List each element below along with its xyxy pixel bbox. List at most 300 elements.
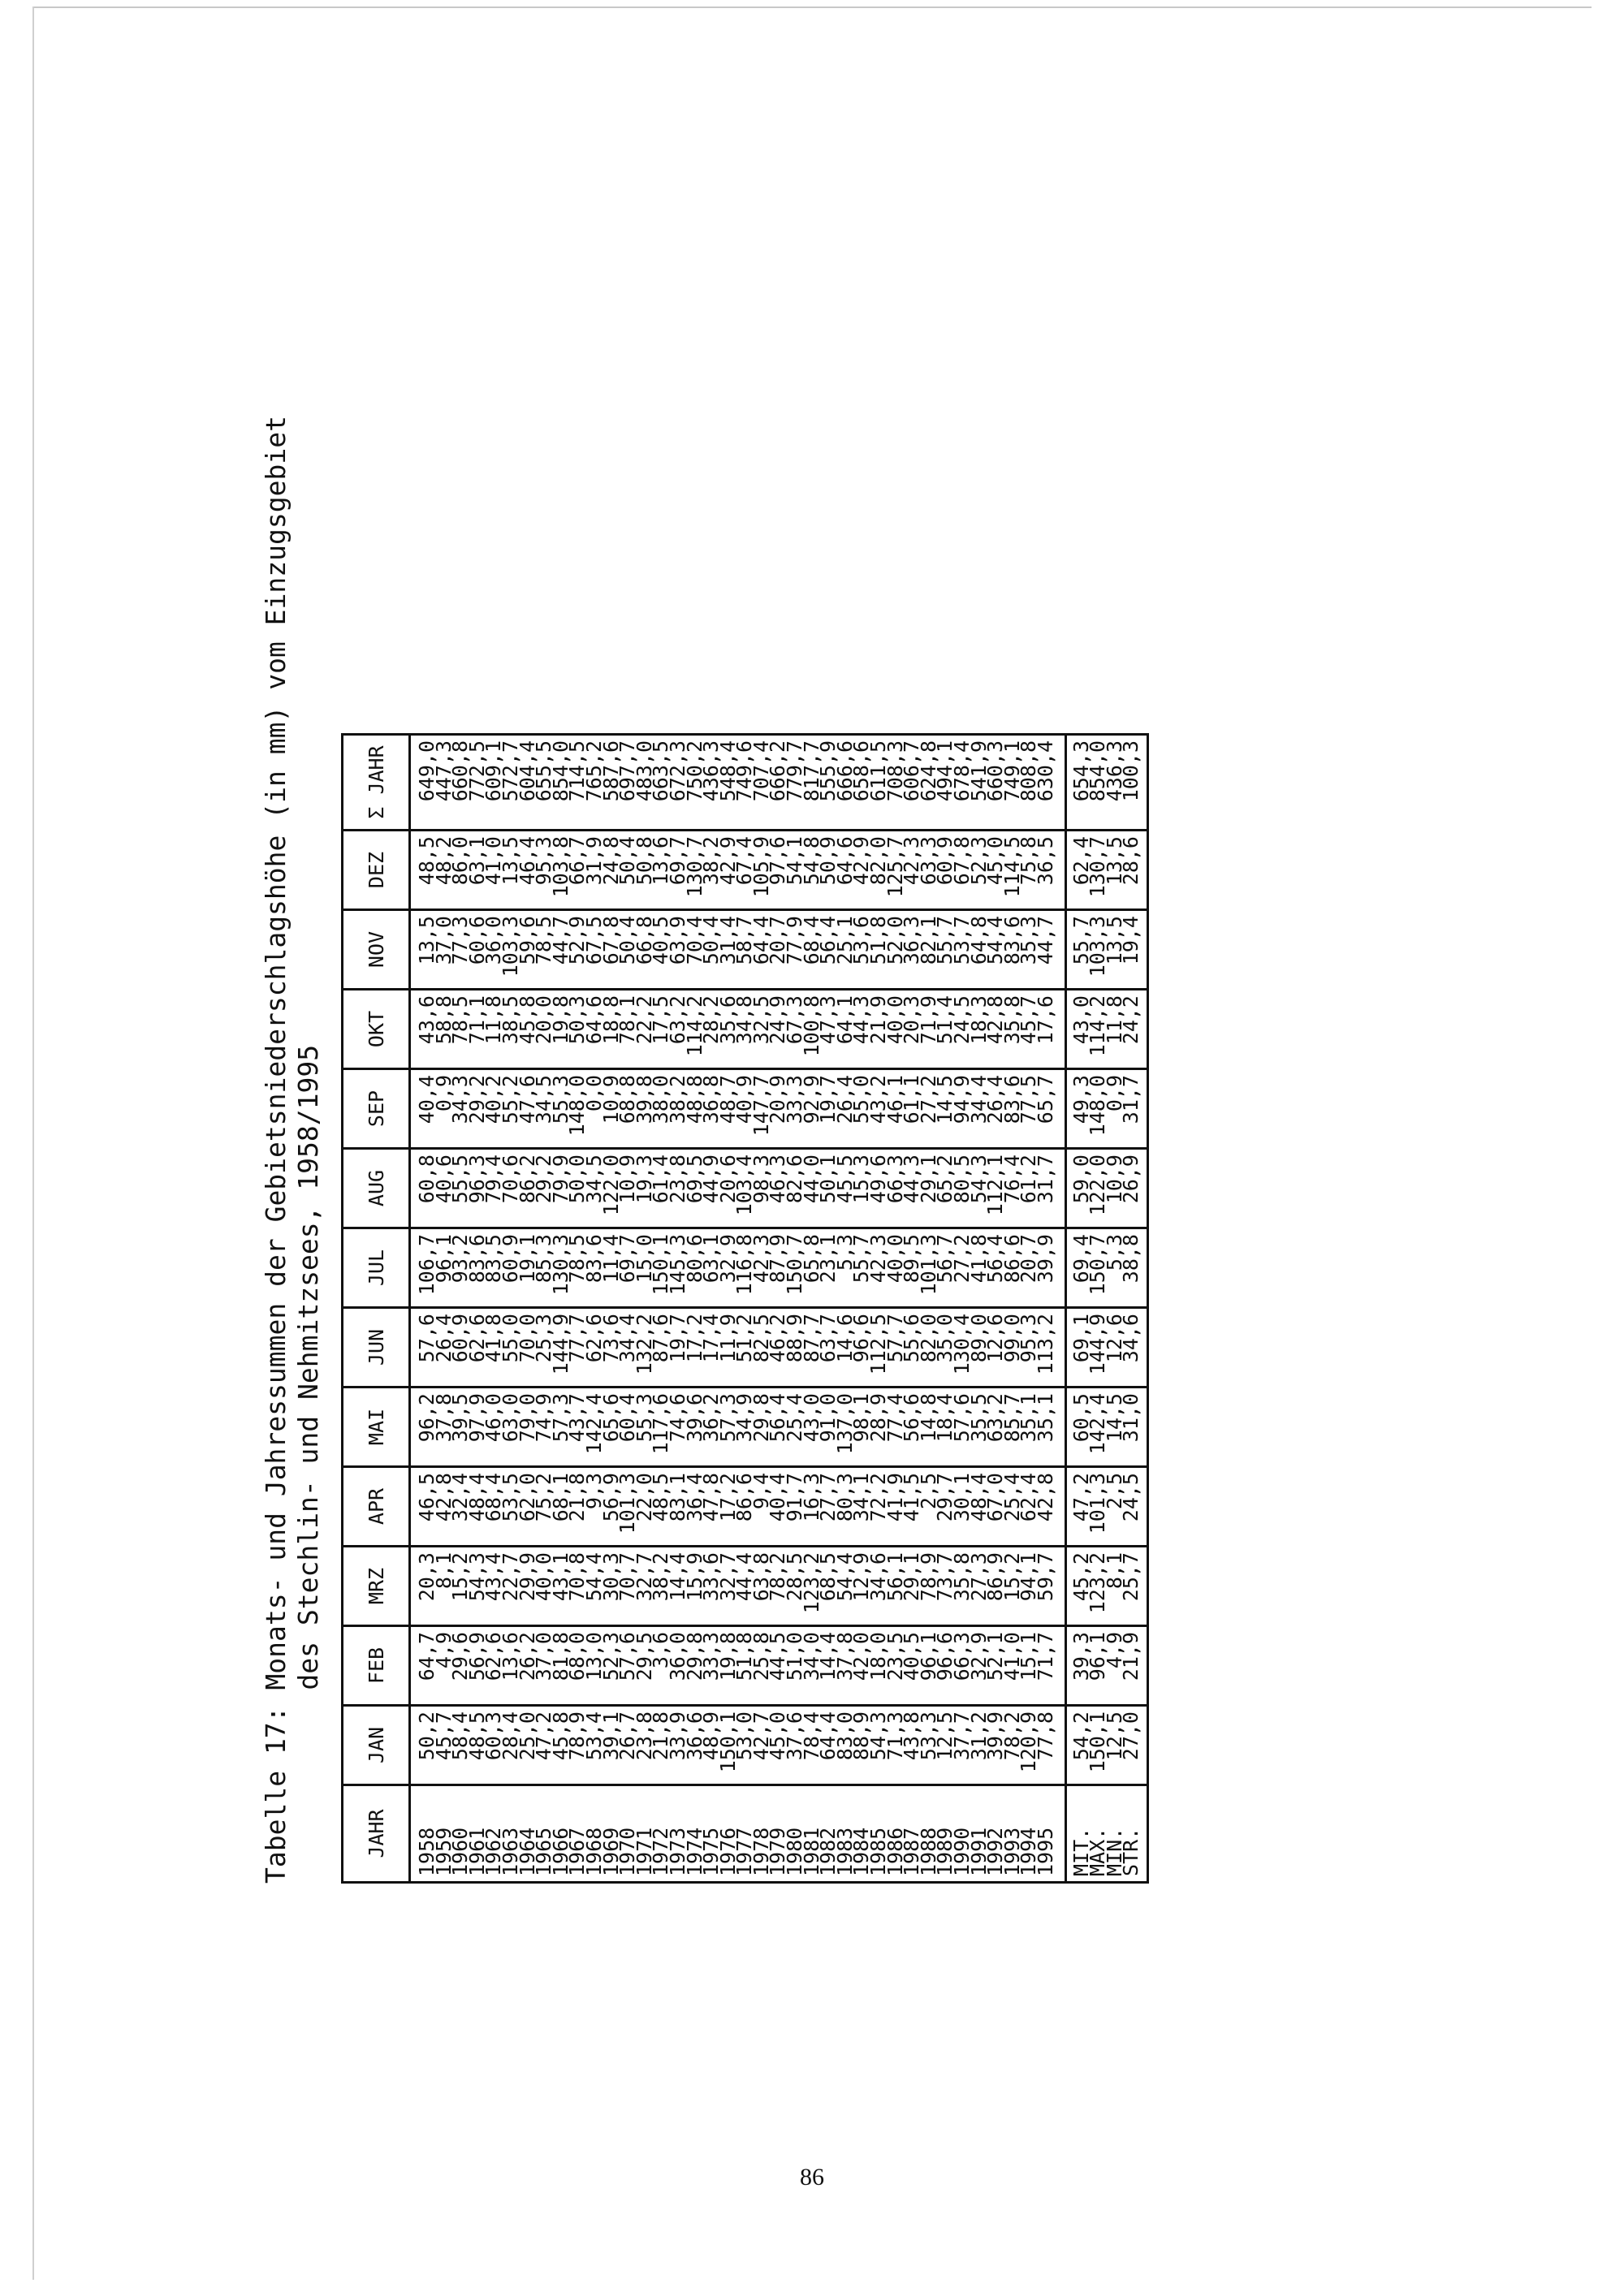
table-cell: 80,5: [954, 1149, 971, 1228]
table-cell: 137,0: [837, 1388, 854, 1467]
table-cell: 45,8: [553, 1706, 570, 1785]
table-cell: 611,5: [870, 735, 888, 831]
table-cell: 67,8: [954, 831, 971, 910]
table-cell: 34,1: [853, 1467, 870, 1547]
table-cell: 29,8: [754, 1388, 771, 1467]
table-cell: 40,4: [770, 1467, 787, 1547]
table-cell: 82,0: [921, 1308, 938, 1388]
table-cell: 67,5: [586, 910, 603, 990]
table-cell: 20,7: [770, 910, 787, 990]
table-cell: 63,0: [503, 1388, 520, 1467]
table-cell: 96,1: [1090, 1626, 1107, 1706]
row-label: 1973: [665, 1827, 689, 1876]
table-cell: 15,9: [687, 1547, 704, 1626]
table-cell: 12,5: [937, 1706, 954, 1785]
table-cell: 35,6: [720, 990, 737, 1069]
table-cell: 36,0: [486, 910, 503, 990]
table-cell: 64,6: [837, 831, 854, 910]
table-cell: 101,3: [921, 1228, 938, 1308]
table-cell: 52,0: [888, 910, 905, 990]
table-cell: 95,3: [536, 831, 553, 910]
table-row: [670, 735, 687, 1883]
statistics-row: [1107, 735, 1124, 1883]
table-cell: 35,5: [971, 1388, 988, 1467]
table-cell: 56,6: [904, 1388, 921, 1467]
table-cell: 70,7: [620, 1547, 637, 1626]
table-cell: 27,7: [820, 1467, 837, 1547]
table-cell: 36,5: [1038, 831, 1065, 910]
table-cell: 91,7: [787, 1467, 804, 1547]
table-row: [553, 735, 570, 1883]
table-cell: 89,5: [904, 1228, 921, 1308]
table-cell: 70,4: [687, 910, 704, 990]
table-cell: 82,5: [754, 1308, 771, 1388]
table-cell: 47,3: [820, 990, 837, 1069]
table-cell: 36,2: [703, 1388, 720, 1467]
row-label: 1969: [598, 1827, 623, 1876]
table-cell: 44,0: [804, 1149, 821, 1228]
table-cell: 99,0: [1004, 1308, 1021, 1388]
column-header: Σ JAHR: [343, 735, 410, 831]
table-cell: 666,6: [837, 735, 854, 831]
table-cell: 56,1: [888, 1547, 905, 1626]
table-cell: 43,8: [904, 1706, 921, 1785]
table-cell: 660,8: [452, 735, 469, 831]
table-cell: 45,0: [770, 1706, 787, 1785]
table-cell: 77,7: [569, 1308, 586, 1388]
table-cell: 87,9: [770, 1228, 787, 1308]
table-cell: 15,2: [1004, 1547, 1021, 1626]
table-cell: 660,3: [987, 735, 1004, 831]
row-label: 1976: [715, 1827, 740, 1876]
table-cell: 97,9: [469, 1388, 486, 1467]
table-cell: 96,2: [410, 1388, 436, 1467]
table-cell: 54,4: [586, 1547, 603, 1626]
table-cell: 24,5: [1123, 1467, 1147, 1547]
table-cell: 53,0: [736, 1706, 754, 1785]
table-cell: 54,4: [837, 1547, 854, 1626]
table-cell: 2,5: [1107, 1467, 1124, 1547]
table-cell: 26,4: [987, 1069, 1004, 1149]
table-cell: 43,7: [569, 1388, 586, 1467]
table-cell: 83,6: [586, 1228, 603, 1308]
table-cell: 19,4: [1123, 910, 1147, 990]
table-cell: 678,4: [954, 735, 971, 831]
table-cell: 20,6: [720, 1149, 737, 1228]
table-cell: 34,9: [736, 1388, 754, 1467]
table-cell: 56,4: [820, 910, 837, 990]
table-cell: 51,4: [937, 990, 954, 1069]
table-cell: 61,1: [904, 1069, 921, 1149]
row-label: 1968: [581, 1827, 606, 1876]
table-caption: [260, 341, 325, 1884]
table-cell: 41,9: [888, 1467, 905, 1547]
table-cell: 69,7: [620, 1228, 637, 1308]
table-cell: 17,5: [653, 990, 670, 1069]
table-cell: 48,2: [436, 831, 453, 910]
table-cell: 68,0: [569, 1626, 586, 1706]
table-cell: 100,3: [1123, 735, 1147, 831]
row-label: 1980: [783, 1827, 807, 1876]
table-cell: 68,5: [820, 1547, 837, 1626]
row-label: STR.: [1119, 1827, 1143, 1876]
table-row: [486, 735, 503, 1883]
table-cell: 79,4: [486, 1149, 503, 1228]
table-row: [987, 735, 1004, 1883]
table-cell: 45,2: [1065, 1547, 1090, 1626]
table-cell: 60,9: [937, 831, 954, 910]
table-cell: 81,8: [553, 1626, 570, 1706]
table-cell: 587,6: [603, 735, 620, 831]
table-cell: 75,2: [536, 1467, 553, 1547]
table-cell: 52,3: [971, 831, 988, 910]
table-cell: 50,1: [820, 1149, 837, 1228]
table-cell: 38,0: [653, 1069, 670, 1149]
table-cell: 125,7: [888, 831, 905, 910]
table-cell: 48,5: [410, 831, 436, 910]
table-cell: 38,8: [1123, 1228, 1147, 1308]
table-cell: 103,3: [503, 910, 520, 990]
row-label: 1989: [933, 1827, 957, 1876]
table-cell: 772,5: [469, 735, 486, 831]
row-label: 1990: [950, 1827, 974, 1876]
table-cell: 10,9: [1107, 1149, 1124, 1228]
table-cell: 38,2: [670, 1069, 687, 1149]
table-cell: 114,2: [687, 990, 704, 1069]
table-cell: 58,4: [452, 1706, 469, 1785]
table-cell: 666,2: [770, 735, 787, 831]
table-cell: 87,7: [804, 1308, 821, 1388]
table-cell: 112,1: [987, 1149, 1004, 1228]
table-cell: 62,6: [586, 1308, 603, 1388]
table-cell: 609,1: [486, 735, 503, 831]
table-cell: 51,0: [787, 1626, 804, 1706]
table-cell: 113,2: [1038, 1308, 1065, 1388]
table-cell: 85,7: [1004, 1388, 1021, 1467]
table-cell: 2,5: [921, 1467, 938, 1547]
table-cell: 35,0: [937, 1308, 954, 1388]
row-label: 1970: [615, 1827, 640, 1876]
table-cell: 77,8: [1038, 1706, 1065, 1785]
table-cell: 64,7: [410, 1626, 436, 1706]
table-cell: 114,5: [1004, 831, 1021, 910]
table-cell: 29,9: [520, 1547, 537, 1626]
table-cell: 37,6: [787, 1706, 804, 1785]
table-cell: 18,4: [937, 1388, 954, 1467]
table-cell: 36,3: [904, 910, 921, 990]
table-cell: 25,3: [536, 1308, 553, 1388]
table-cell: 17,6: [1038, 990, 1065, 1069]
rotated-table-page: [260, 333, 1397, 1892]
table-cell: 59,6: [520, 910, 537, 990]
table-row: [620, 735, 637, 1883]
table-cell: 51,8: [736, 1626, 754, 1706]
table-cell: 19,7: [670, 1308, 687, 1388]
table-cell: 42,3: [904, 831, 921, 910]
table-cell: 48,7: [720, 1069, 737, 1149]
table-cell: 150,7: [787, 1228, 804, 1308]
table-cell: 86,2: [520, 1149, 537, 1228]
table-cell: 29,1: [904, 1547, 921, 1626]
table-cell: 73,6: [603, 1308, 620, 1388]
table-cell: 45,7: [436, 1706, 453, 1785]
row-label: 1962: [482, 1827, 506, 1876]
table-cell: 83,6: [1004, 1069, 1021, 1149]
table-cell: 854,0: [1090, 735, 1107, 831]
table-cell: 78,9: [921, 1547, 938, 1626]
table-cell: 19,8: [553, 990, 570, 1069]
table-cell: 46,0: [486, 1388, 503, 1467]
table-cell: 122,0: [1090, 1149, 1107, 1228]
table-cell: 60,4: [620, 1388, 637, 1467]
table-cell: 34,0: [804, 1626, 821, 1706]
row-label: 1974: [682, 1827, 706, 1876]
table-cell: 9,3: [586, 1467, 603, 1547]
table-cell: 29,2: [469, 1069, 486, 1149]
table-cell: 18,0: [870, 1626, 888, 1706]
table-cell: 69,7: [670, 831, 687, 910]
table-row: [720, 735, 737, 1883]
table-row: [586, 735, 603, 1883]
table-cell: 606,7: [904, 735, 921, 831]
table-cell: 40,2: [486, 1069, 503, 1149]
table-cell: 65,6: [603, 1388, 620, 1467]
table-cell: 28,4: [503, 1706, 520, 1785]
table-cell: 27,2: [954, 1228, 971, 1308]
table-cell: 47,2: [536, 1706, 553, 1785]
table-cell: 42,3: [870, 1228, 888, 1308]
table-cell: 42,8: [987, 990, 1004, 1069]
table-cell: 34,4: [971, 1069, 988, 1149]
table-cell: 10,9: [620, 1149, 637, 1228]
table-row: [754, 735, 771, 1883]
table-cell: 46,3: [770, 1149, 787, 1228]
table-cell: 75,8: [1021, 831, 1038, 910]
table-cell: 630,4: [1038, 735, 1065, 831]
table-cell: 14,8: [921, 1388, 938, 1467]
table-cell: 112,5: [870, 1308, 888, 1388]
table-cell: 51,2: [736, 1308, 754, 1388]
table-cell: 817,7: [804, 735, 821, 831]
row-label: 1981: [799, 1827, 823, 1876]
table-cell: 45,7: [1021, 990, 1038, 1069]
table-cell: 707,4: [754, 735, 771, 831]
table-cell: 43,2: [870, 1069, 888, 1149]
table-cell: 24,2: [1123, 990, 1147, 1069]
table-row: [436, 735, 453, 1883]
table-cell: 39,1: [603, 1706, 620, 1785]
table-cell: 49,6: [870, 1149, 888, 1228]
table-cell: 11,8: [486, 990, 503, 1069]
table-cell: 67,3: [787, 990, 804, 1069]
table-cell: 59,7: [1038, 1547, 1065, 1626]
table-cell: 116,8: [736, 1228, 754, 1308]
column-header: FEB: [343, 1626, 410, 1706]
table-cell: 46,1: [888, 1069, 905, 1149]
table-cell: 750,2: [687, 735, 704, 831]
table-cell: 130,7: [1090, 831, 1107, 910]
table-cell: 29,8: [687, 1626, 704, 1706]
table-cell: 31,0: [1123, 1388, 1147, 1467]
row-label: 1960: [448, 1827, 473, 1876]
scan-edge-left: [32, 6, 34, 2280]
table-cell: 150,1: [720, 1706, 737, 1785]
table-cell: 26,7: [620, 1706, 637, 1785]
table-cell: 48,5: [469, 1706, 486, 1785]
table-cell: 98,1: [853, 1388, 870, 1467]
table-row: [937, 735, 954, 1883]
table-cell: 77,4: [888, 1388, 905, 1467]
table-cell: 37,0: [436, 910, 453, 990]
table-data-rows: [410, 735, 1066, 1883]
table-cell: 33,3: [787, 1069, 804, 1149]
table-row: [569, 735, 586, 1883]
table-cell: 56,4: [987, 1228, 1004, 1308]
table-cell: 447,3: [436, 735, 453, 831]
table-cell: 34,3: [452, 1069, 469, 1149]
table-cell: 22,0: [637, 1467, 654, 1547]
table-row: [1004, 735, 1021, 1883]
table-cell: 60,5: [1065, 1388, 1090, 1467]
table-cell: 54,3: [469, 1547, 486, 1626]
table-cell: 779,7: [787, 735, 804, 831]
table-cell: 17,2: [687, 1308, 704, 1388]
table-row: [954, 735, 971, 1883]
table-row: [804, 735, 821, 1883]
statistics-row: [1065, 735, 1090, 1883]
table-cell: 40,0: [536, 1547, 553, 1626]
table-cell: 78,2: [1004, 1706, 1021, 1785]
table-row: [971, 735, 988, 1883]
table-cell: 55,5: [452, 1149, 469, 1228]
table-cell: 67,0: [987, 1467, 1004, 1547]
table-cell: 60,9: [503, 1228, 520, 1308]
table-cell: 24,9: [770, 990, 787, 1069]
table-cell: 94,9: [954, 1069, 971, 1149]
table-cell: 37,8: [436, 1388, 453, 1467]
table-cell: 70,0: [520, 1308, 537, 1388]
table-cell: 117,6: [653, 1388, 670, 1467]
table-cell: 23,1: [820, 1228, 837, 1308]
table-cell: 46,4: [520, 831, 537, 910]
table-cell: 63,2: [987, 1388, 1004, 1467]
table-cell: 12,6: [1107, 1308, 1124, 1388]
table-cell: 57,6: [620, 1626, 637, 1706]
table-cell: 148,0: [569, 1069, 586, 1149]
table-cell: 57,6: [410, 1308, 436, 1388]
table-cell: 48,4: [469, 1467, 486, 1547]
table-cell: 71,9: [921, 990, 938, 1069]
table-cell: 150,7: [1090, 1228, 1107, 1308]
table-cell: 37,7: [954, 1706, 971, 1785]
table-cell: 68,8: [620, 1069, 637, 1149]
table-cell: 19,3: [637, 1149, 654, 1228]
table-cell: 25,7: [1123, 1547, 1147, 1626]
table-cell: 39,9: [987, 1706, 1004, 1785]
table-cell: 63,3: [921, 831, 938, 910]
table-cell: 32,7: [720, 1547, 737, 1626]
table-cell: 79,0: [520, 1388, 537, 1467]
table-cell: 47,2: [1065, 1467, 1090, 1547]
row-label: 1964: [515, 1827, 539, 1876]
table-cell: 13,5: [410, 910, 436, 990]
table-cell: 57,6: [954, 1388, 971, 1467]
table-cell: 80,6: [687, 1228, 704, 1308]
table-cell: 44,3: [853, 990, 870, 1069]
table-cell: 66,8: [637, 910, 654, 990]
table-cell: 60,9: [452, 1308, 469, 1388]
table-cell: 808,8: [1021, 735, 1038, 831]
row-label: MIN.: [1102, 1827, 1126, 1876]
table-cell: 50,4: [620, 831, 637, 910]
table-cell: 765,2: [586, 735, 603, 831]
table-cell: 64,6: [586, 990, 603, 1069]
table-cell: 78,4: [804, 1706, 821, 1785]
table-cell: 78,1: [620, 990, 637, 1069]
table-cell: 83,5: [486, 1228, 503, 1308]
table-cell: 41,0: [1004, 1626, 1021, 1706]
table-cell: 100,8: [804, 990, 821, 1069]
row-label: 1992: [983, 1827, 1008, 1876]
table-cell: 26,4: [837, 1069, 854, 1149]
table-cell: 697,7: [620, 735, 637, 831]
row-label: 1985: [866, 1827, 891, 1876]
table-cell: 66,3: [954, 1626, 971, 1706]
table-cell: 50,9: [820, 831, 837, 910]
row-label: 1987: [900, 1827, 924, 1876]
table-cell: 120,9: [1021, 1706, 1038, 1785]
row-label: 1975: [699, 1827, 723, 1876]
table-cell: 106,7: [410, 1228, 436, 1308]
table-cell: 60,3: [486, 1706, 503, 1785]
table-cell: 85,3: [536, 1228, 553, 1308]
table-cell: 39,8: [637, 1069, 654, 1149]
table-cell: 31,2: [971, 1706, 988, 1785]
table-cell: 49,3: [1065, 1069, 1090, 1149]
table-cell: 62,0: [520, 1467, 537, 1547]
table-cell: 94,1: [1021, 1547, 1038, 1626]
table-cell: 66,3: [888, 1149, 905, 1228]
table-cell: 55,3: [553, 1069, 570, 1149]
table-cell: 65,8: [804, 1228, 821, 1308]
table-cell: 103,8: [553, 831, 570, 910]
table-cell: 44,5: [770, 1626, 787, 1706]
table-cell: 714,5: [569, 735, 586, 831]
table-cell: 555,9: [820, 735, 837, 831]
table-row: [921, 735, 938, 1883]
table-cell: 21,9: [1123, 1626, 1147, 1706]
column-header: MRZ: [343, 1547, 410, 1626]
table-cell: 541,9: [971, 735, 988, 831]
table-cell: 658,6: [853, 735, 870, 831]
table-cell: 38,2: [703, 831, 720, 910]
table-cell: 13,5: [1107, 831, 1124, 910]
table-cell: 25,0: [520, 1706, 537, 1785]
table-cell: 4,9: [436, 1626, 453, 1706]
table-cell: 33,9: [670, 1706, 687, 1785]
row-label: 1982: [816, 1827, 840, 1876]
table-cell: 79,9: [553, 1149, 570, 1228]
table-statistics-rows: [1065, 735, 1147, 1883]
table-cell: 68,1: [553, 1467, 570, 1547]
table-row: [469, 735, 486, 1883]
table-cell: 48,9: [703, 1706, 720, 1785]
table-cell: 14,5: [1107, 1388, 1124, 1467]
table-cell: 44,4: [736, 1547, 754, 1626]
table-cell: 43,4: [486, 1547, 503, 1626]
table-cell: 82,0: [870, 831, 888, 910]
table-cell: 21,9: [870, 990, 888, 1069]
